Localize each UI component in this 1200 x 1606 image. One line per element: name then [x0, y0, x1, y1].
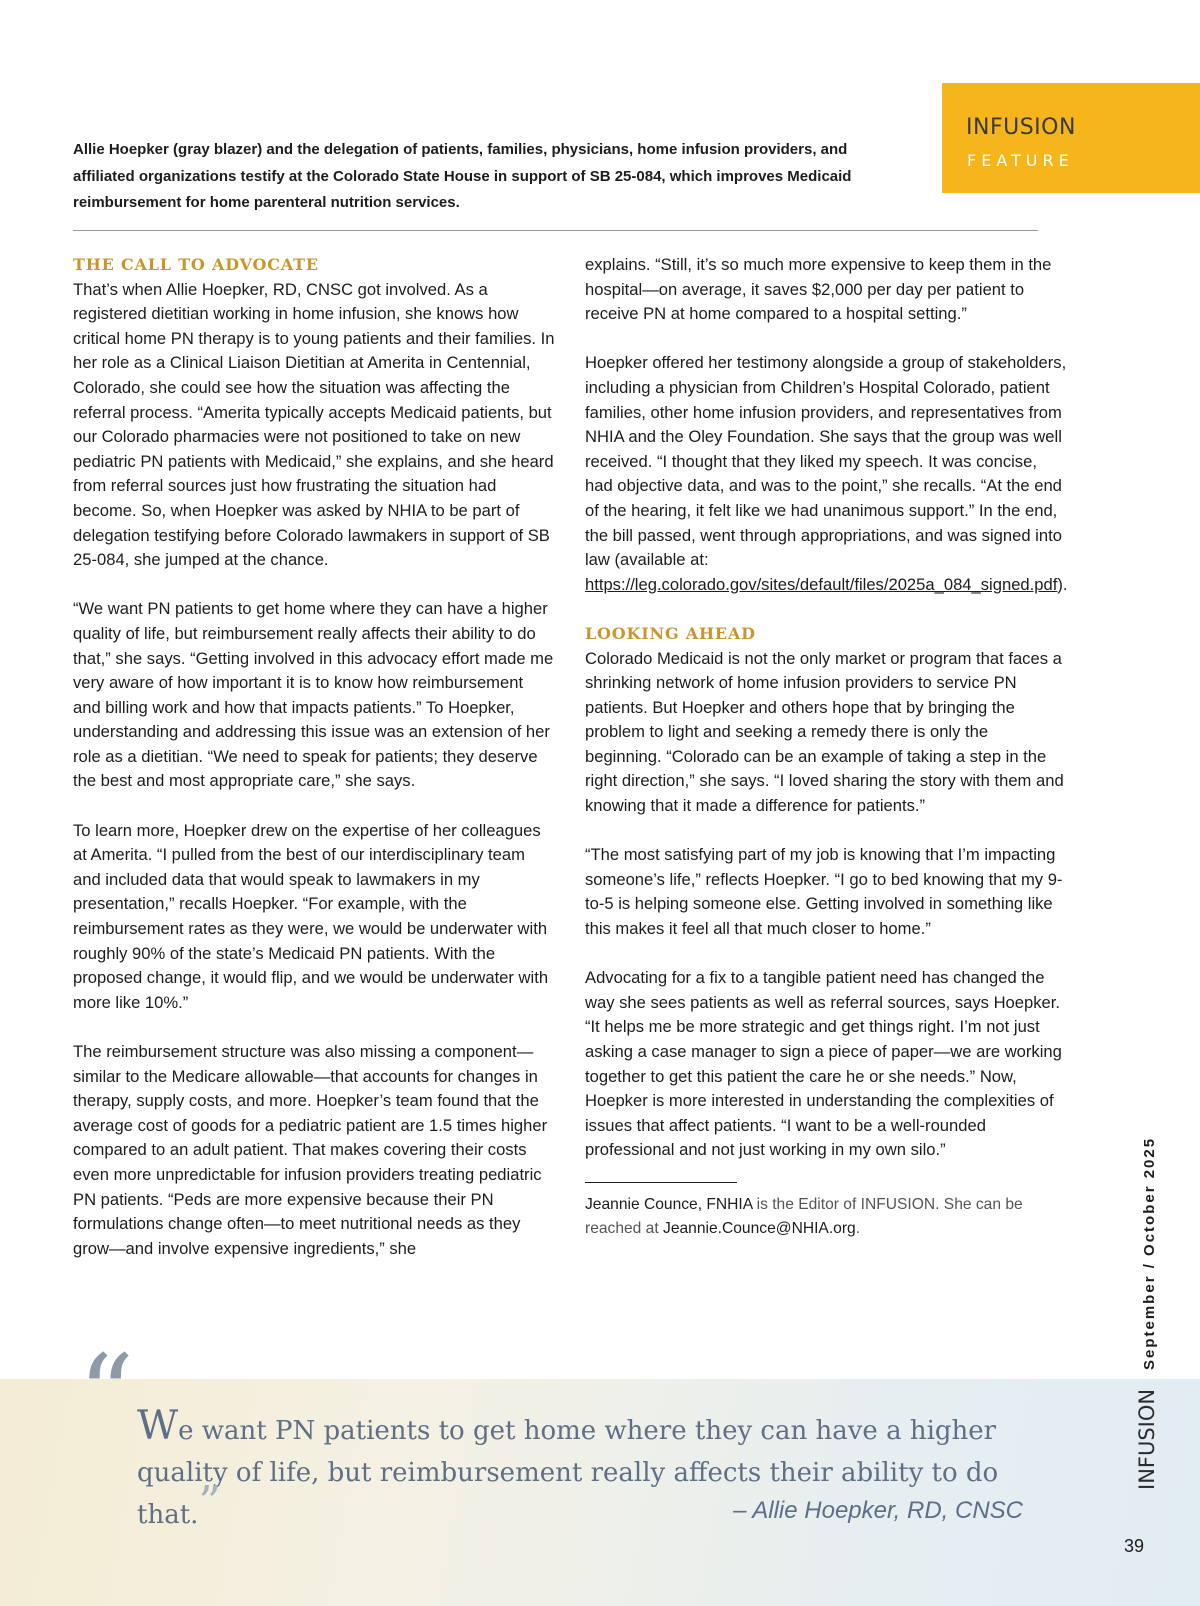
- paragraph: That’s when Allie Hoepker, RD, CNSC got involved. As a registered dietitian working in home infusion, she knows how critical home PN therapy is to young patients and their families. In her role as a Clinical Liaison Dietitian at Amerita in Centennial, Colorado, she could see how the situation was affecting the referral process. “Amerita typically accepts Medicaid patients, but our Colorado pharmacies were not positioned to take on new pediatric PN patients with Medicaid,” she explains, and she heard from referral sources just how frustrating the situation had become. So, when Hoepker was asked by NHIA to be part of delegation testifying before Colorado lawmakers in support of SB 25-084, she jumped at the chance.: [73, 279, 555, 570]
- section-heading-looking-ahead: LOOKING AHEAD: [585, 623, 756, 643]
- paragraph: Colorado Medicaid is not the only market or program that faces a shrinking network of home infusion providers to service PN patients. But Hoepker and others hope that by bringing the problem to light and seeking a remedy there is only the beginning. “Colorado can be an example of taking a step in the right direction,” she says. “I loved sharing the story with them and knowing that it made a difference for patients.”: [585, 648, 1064, 816]
- bill-link[interactable]: https://leg.colorado.gov/sites/default/files/2025a_084_signed.pdf: [585, 574, 1058, 594]
- infusion-logo: INFUSION: [966, 115, 1076, 140]
- article-column-left: [73, 253, 555, 1286]
- open-quote-icon: “: [78, 1331, 135, 1459]
- article-column-right: [585, 253, 1067, 1242]
- bio-text: is the Editor of INFUSION. She can be reached at: [585, 1195, 1023, 1238]
- paragraph: To learn more, Hoepker drew on the expertise of her colleagues at Amerita. “I pulled from the best of our interdisciplinary team and included data that would speak to lawmakers in my presentation,” recalls Hoepker. “For example, with the reimbursement rates as they were, we would be underwater with roughly 90% of the state’s Medicaid PN patients. With the proposed change, it would flip, and we would be underwater with more like 10%.”: [73, 820, 549, 1012]
- caption-divider: [73, 230, 1038, 231]
- paragraph: [585, 351, 1067, 597]
- bio-end: .: [855, 1220, 861, 1238]
- paragraph: explains. “Still, it’s so much more expensive to keep them in the hospital—on average, it saves $2,000 per day per patient to receive PN at home compared to a hospital setting.”: [585, 255, 1052, 324]
- paragraph: “We want PN patients to get home where they can have a higher quality of life, but reimbursement really affects their ability to do that,” she says. “Getting involved in this advocacy effort made me very aware of how important it is to know how reimbursement and billing work and how that impacts patients.” To Hoepker, understanding and addressing this issue was an extension of her role as a dietitian. “We need to speak for patients; they deserve the best and most appropriate care,” she says.: [73, 599, 554, 791]
- paragraph-text: Hoepker offered her testimony alongside a group of stakeholders, including a physician from Children’s Hospital Colorado, patient families, other home infusion providers, and representatives from NHIA and the Oley Foundation. She says that the group was well received. “I thought that they liked my speech. It was concise, had objective data, and was to the point,” she recalls. “At the end of the hearing, it felt like we had unanimous support.” In the end, the bill passed, went through appropriations, and was signed into law (available at:: [585, 353, 1067, 570]
- section-heading-call-to-advocate: THE CALL TO ADVOCATE: [73, 255, 319, 274]
- pull-quote-attribution: – Allie Hoepker, RD, CNSC: [733, 1497, 1023, 1524]
- pull-quote-dropcap: W: [137, 1403, 179, 1449]
- issue-date: September / October 2025: [1141, 1136, 1158, 1370]
- vertical-footer: [1125, 1130, 1159, 1490]
- close-quote-icon: ”: [198, 1477, 221, 1528]
- paragraph-end: ).: [1057, 574, 1068, 594]
- author-email[interactable]: Jeannie.Counce@NHIA.org: [663, 1220, 856, 1238]
- pull-quote-text: e want PN patients to get home where they can have a higher quality of life, but reimbursement really affects their ability to do that.: [137, 1416, 999, 1530]
- author-name: Jeannie Counce, FNHIA: [585, 1195, 753, 1213]
- author-bio: [585, 1193, 1067, 1242]
- bio-divider: [585, 1182, 737, 1183]
- paragraph: “The most satisfying part of my job is knowing that I’m impacting someone’s life,” reflects Hoepker. “I go to bed knowing that my 9-to-5 is helping someone else. Getting involved in something like this makes it feel all that much closer to home.”: [585, 845, 1063, 939]
- photo-caption: Allie Hoepker (gray blazer) and the delegation of patients, families, physicians, home infusion providers, and affiliated organizations testify at the Colorado State House in support of SB 25-084, which improves Medicaid reimbursement for home parenteral nutrition services.: [73, 141, 852, 211]
- footer-logo: INFUSION: [1135, 1388, 1159, 1490]
- page-number: 39: [1124, 1536, 1145, 1556]
- paragraph: The reimbursement structure was also missing a component—similar to the Medicare allowable—that accounts for changes in therapy, supply costs, and more. Hoepker’s team found that the average cost of goods for a pediatric patient are 1.5 times higher compared to an adult patient. That makes covering their costs even more unpredictable for infusion providers treating pediatric PN patients. “Peds are more expensive because their PN formulations change often—to meet nutritional needs as they grow—and involve expensive ingredients,” she: [73, 1042, 548, 1258]
- section-tab: [942, 83, 1200, 193]
- section-label: FEATURE: [967, 151, 1074, 170]
- paragraph: Advocating for a fix to a tangible patient need has changed the way she sees patients as well as referral sources, says Hoepker. “It helps me be more strategic and get things right. I’m not just asking a case manager to sign a piece of paper—we are working together to get this patient the care he or she needs.” Now, Hoepker is more interested in understanding the complexities of issues that affect patients. “I want to be a well-rounded professional and not just working in my own silo.”: [585, 968, 1062, 1160]
